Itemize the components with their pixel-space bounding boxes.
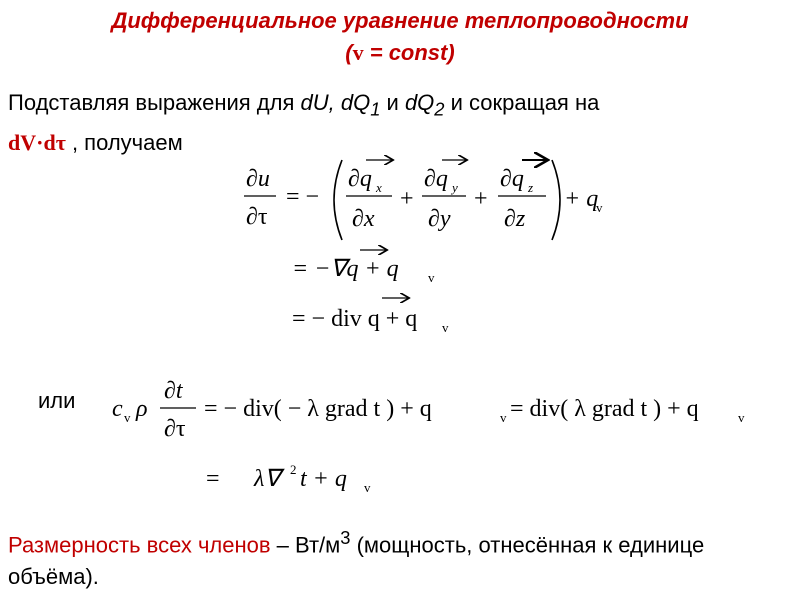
or-label: или — [38, 388, 76, 413]
intro-comma: , получаем — [65, 130, 183, 156]
intro-sub2: 2 — [434, 98, 445, 120]
eq1-lhs-num: ∂u — [246, 166, 270, 192]
intro-tail: и сокращая на — [444, 90, 600, 115]
frac3-num: ∂q — [500, 166, 524, 192]
eq2-text: = −∇q + q — [292, 256, 399, 282]
frac3-den: ∂z — [504, 206, 526, 232]
const-word: const — [388, 40, 448, 65]
intro-mid: и — [380, 90, 405, 115]
intro-du: dU, dQ — [300, 90, 371, 115]
dv-dtau: dV·dτ — [8, 130, 66, 156]
intro-sub1: 1 — [370, 98, 381, 120]
plus-2: + — [474, 186, 488, 212]
bottom-sup: 3 — [340, 527, 351, 548]
eq5-sup: 2 — [290, 462, 297, 477]
bottom-note — [8, 522, 788, 593]
eq5-sub: v — [364, 480, 371, 495]
eq4-den: ∂τ — [164, 416, 186, 442]
eq4-rho: ρ — [136, 396, 148, 422]
eq1-source-sub: v — [596, 200, 603, 215]
bottom-rest: (мощность, отнесённая к единице объёма). — [8, 532, 705, 590]
frac1-sub: x — [376, 180, 382, 195]
intro-dq2: dQ — [404, 90, 435, 115]
subtitle-close: ) — [447, 40, 455, 65]
eq1-source: + q — [564, 186, 599, 212]
frac2-sub: y — [452, 180, 458, 195]
bottom-red: Размерность всех членов — [8, 532, 271, 558]
eq4-rhs1: = − div( − λ grad t ) + q — [204, 396, 432, 422]
slide-title: Дифференциальное уравнение теплопроводности — [111, 8, 689, 33]
nu-symbol: v — [352, 40, 364, 65]
frac1-den: ∂x — [352, 206, 375, 232]
eq4-rhs1-sub: v — [500, 410, 507, 425]
eq5-tail: t + q — [300, 466, 347, 492]
equation-5 — [206, 462, 371, 495]
intro-part1: Подставляя выражения для — [8, 90, 301, 115]
eq3-sub: v — [442, 320, 449, 335]
eq4-rhs2-sub: v — [738, 410, 745, 425]
frac2-num: ∂q — [424, 166, 448, 192]
frac1-num: ∂q — [348, 166, 372, 192]
equation-3 — [292, 298, 449, 335]
eq1-eq: = − — [286, 184, 320, 210]
eq4-c: c — [112, 396, 123, 422]
bottom-units: – Вт/м — [270, 532, 341, 558]
eq4-c-sub: v — [124, 410, 131, 425]
equation-4 — [112, 378, 745, 442]
equation-2 — [292, 250, 435, 285]
eq1-left-paren — [334, 160, 342, 240]
frac2-den: ∂y — [428, 206, 451, 232]
frac3-sub: z — [528, 180, 534, 195]
eq4-rhs2: = div( λ grad t ) + q — [510, 396, 699, 422]
eq1-lhs-den: ∂τ — [246, 204, 268, 230]
subtitle-eq: = — [363, 40, 389, 65]
eq5-eq: = — [206, 466, 220, 492]
eq1-right-paren — [552, 160, 560, 240]
eq4-num: ∂t — [164, 378, 183, 404]
subtitle-open: ( — [345, 40, 353, 65]
eq2-sub: v — [428, 270, 435, 285]
eq5-rhs: λ∇ — [254, 466, 281, 492]
plus-1: + — [400, 186, 414, 212]
equation-1 — [244, 160, 603, 240]
eq3-text: = − div q + q — [292, 306, 418, 332]
